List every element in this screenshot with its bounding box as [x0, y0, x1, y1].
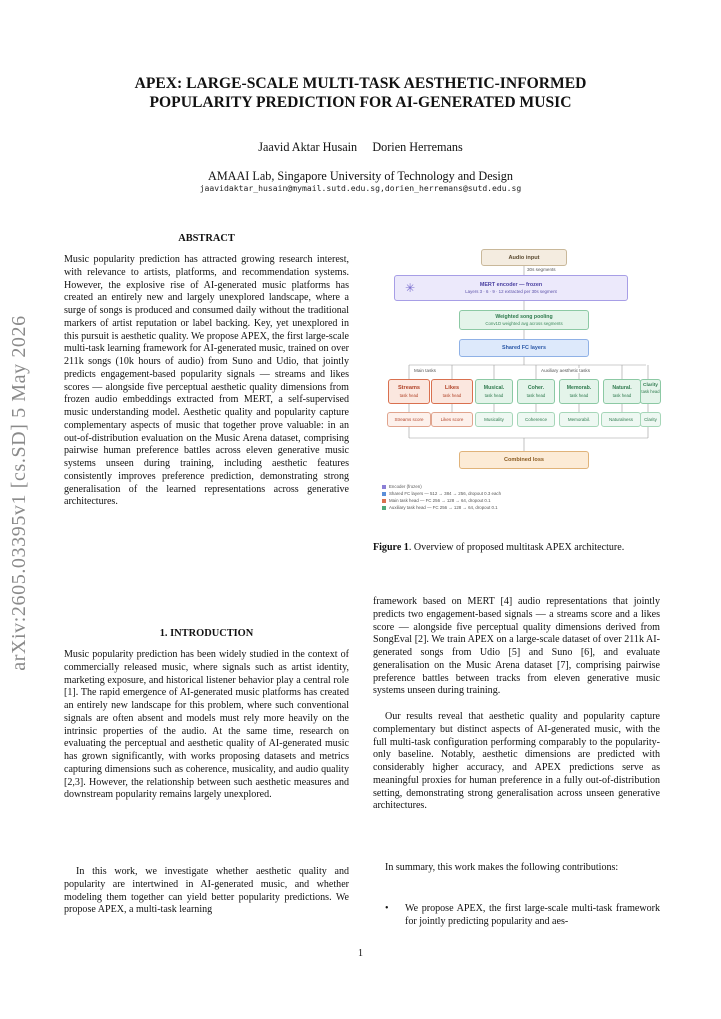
- likes-score-output: Likes score: [431, 412, 473, 427]
- legend-swatch: [382, 492, 386, 496]
- musicality-task-head: Musical. task head: [475, 379, 513, 404]
- coherence-task-head: Coher. task head: [517, 379, 555, 404]
- contribution-bullet-1: • We propose APEX, the first large-scale multi-task framework for jointly predicting popularity and aes-: [385, 903, 660, 927]
- legend-swatch: [382, 485, 386, 489]
- legend-swatch: [382, 506, 386, 510]
- title-line-2: POPULARITY PREDICTION FOR AI-GENERATED MUSIC: [149, 94, 572, 111]
- streams-task-head: Streams task head: [388, 379, 430, 404]
- bullet-mark: •: [385, 903, 389, 914]
- main-tasks-label: Main tasks: [414, 368, 436, 373]
- abstract-text: Music popularity prediction has attracted growing research interest, with relevance to artists, platforms, and recommendation systems. However, the explosive rise of AI-generated music platforms has created an entirely new and largely unexplored landscape, where a surge of songs is produced and consumed daily without the traditional markers of artist reputation or label backing. Key, yet unexplored in this pursuit is aesthetic quality. We propose APEX, the first large-scale multi-task learning framework for AI-generated music, trained on over 211k songs (10k hours of audio) from Suno and Udio, that jointly predicts engagement-based popularity signals — streams and likes scores — alongside five perceptual aesthetic quality dimensions from frozen audio embeddings extracted from MERT, a self-supervised music understanding model. Aesthetic quality and popularity capture complementary aspects of music that together prove valuable: in an out-of-distribution evaluation on the Music Arena dataset, comprising pairwise human preference battles across eleven generative music systems unseen during training, including aesthetic features consistently improves preference prediction, demonstrating strong generalisation of the learned representations across generative architectures.: [64, 254, 349, 508]
- combined-loss-box: Combined loss: [459, 451, 589, 469]
- snowflake-icon: ✳: [405, 281, 416, 295]
- intro-paragraph-1: Music popularity prediction has been widely studied in the context of commercially released music, where signals such as artist identity, marketing exposure, and historical listener behavior play a central role [1]. The rapid emergence of AI-generated music platforms has created an entirely new landscape for this problem, where such conventional signals are often absent and models must rely more heavily on the intrinsic properties of the audio. At the same time, research on evaluating the perceptual and aesthetic quality of AI-generated music has grown significantly, with works proposing datasets and metrics capturing dimensions such as coherence, musicality, and audio quality [2,3]. However, the relationship between such aesthetic measures and downstream popularity remains largely unexplored.: [64, 649, 349, 801]
- mert-title: MERT encoder — frozen: [479, 282, 543, 288]
- abstract-heading: ABSTRACT: [178, 233, 235, 244]
- memorability-task-head: Memorab. task head: [559, 379, 599, 404]
- legend-main-head: Main task head — FC 256 → 128 → 64, dropout 0.1: [382, 498, 491, 503]
- clarity-task-head: Clarity task head: [640, 379, 661, 404]
- caption-text: . Overview of proposed multitask APEX architecture.: [408, 542, 625, 553]
- mert-subtitle: Layers 3 · 6 · 9 · 12 extracted per 30s segment: [465, 289, 557, 294]
- pool-title: Weighted song pooling: [495, 314, 553, 320]
- intro-heading: 1. INTRODUCTION: [159, 628, 254, 639]
- clarity-output: Clarity: [640, 412, 661, 427]
- figure-1-caption: [373, 542, 660, 555]
- title-line-1: APEX: LARGE-SCALE MULTI-TASK AESTHETIC-INFORMED: [134, 75, 587, 92]
- naturalness-task-head: Natural. task head: [603, 379, 641, 404]
- legend-encoder: Encoder (frozen): [382, 484, 422, 489]
- naturalness-output: Naturalness: [601, 412, 641, 427]
- affiliation: AMAAI Lab, Singapore University of Technology and Design: [208, 169, 513, 183]
- authors: Jaavid Aktar Husain Dorien Herremans: [258, 140, 463, 154]
- arxiv-sidebar-stamp: arXiv:2605.03395v1 [cs.SD] 5 May 2026: [8, 315, 30, 671]
- legend-aux-head: Auxiliary task head — FC 256 → 128 → 64, dropout 0.1: [382, 505, 498, 510]
- intro-paragraph-2: In this work, we investigate whether aesthetic quality and popularity are intertwined in AI-generated music, and whether modeling them together can yield better popularity predictions. We propose APEX, a multi-task learning: [64, 866, 349, 916]
- aux-tasks-label: Auxiliary aesthetic tasks: [541, 368, 591, 373]
- mert-encoder-box: [394, 275, 628, 301]
- song-pooling-box: [459, 310, 589, 330]
- caption-label: Figure 1: [373, 542, 409, 553]
- right-paragraph-1: framework based on MERT [4] audio representations that jointly predicts two engagement-based signals — a streams score and a likes score — alongside five perceptual quality dimensions derived from SongEval [2]. We train APEX on a large-scale dataset of over 211k AI-generated songs from Udio [5] and Suno [6], and evaluate generalisation on the Music Arena dataset [7], comprising pairwise preference battles between tracks from eleven generative music systems unseen during training.: [373, 596, 660, 697]
- legend-shared-fc: Shared FC layers — 512 → 384 → 256, dropout 0.3 each: [382, 491, 501, 496]
- page-number: 1: [358, 948, 363, 959]
- legend-swatch: [382, 499, 386, 503]
- memorability-output: Memorabil.: [559, 412, 599, 427]
- pool-subtitle: Conv1D weighted avg across segments: [485, 321, 563, 326]
- likes-task-head: Likes task head: [431, 379, 473, 404]
- coherence-output: Coherence: [517, 412, 555, 427]
- author-emails[interactable]: jaavidaktar_husain@mymail.sutd.edu.sg,dorien_herremans@sutd.edu.sg: [199, 183, 522, 193]
- streams-score-output: Streams score: [387, 412, 431, 427]
- musicality-output: Musicality: [475, 412, 513, 427]
- right-paragraph-3: In summary, this work makes the following contributions:: [385, 862, 619, 873]
- figure-1-diagram: [374, 244, 661, 524]
- shared-fc-box: Shared FC layers: [459, 339, 589, 357]
- paper-title: [60, 74, 661, 112]
- segments-note: 30s segments: [527, 267, 556, 272]
- audio-input-box: Audio input: [481, 249, 567, 266]
- right-paragraph-2: Our results reveal that aesthetic quality and popularity capture complementary but distinct aspects of AI-generated music, with the full multi-task configuration performing comparably to the popularity-only baseline. Notably, aesthetic dimensions are predicted with considerably higher accuracy, and APEX predictions serve as meaningful proxies for human preference in a fully out-of-distribution setting, demonstrating strong generalisation across unseen generative architectures.: [373, 711, 660, 812]
